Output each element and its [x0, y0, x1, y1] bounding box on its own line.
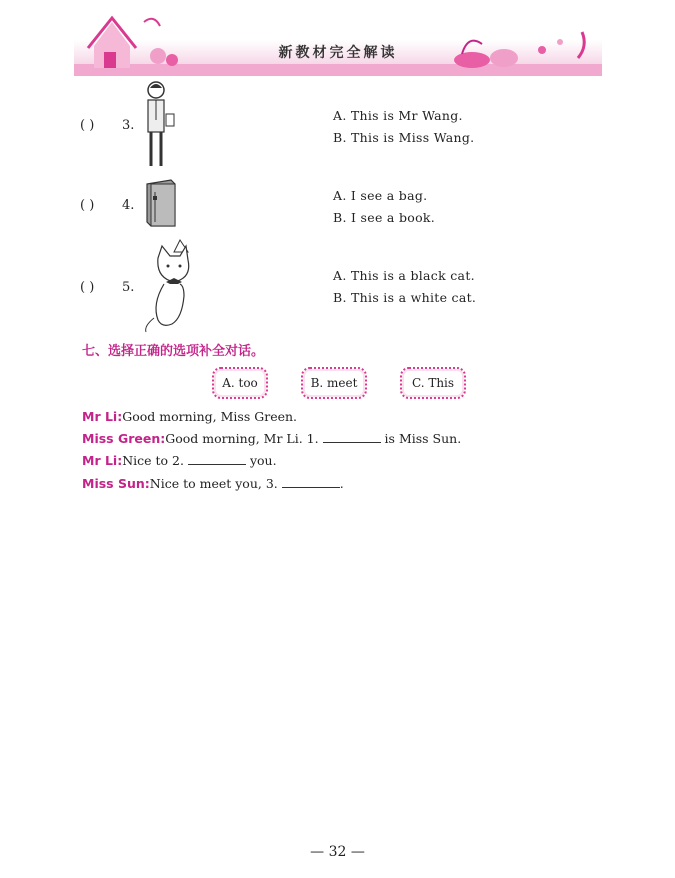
answer-blank-1[interactable] — [323, 432, 381, 443]
header-title: 新教材完全解读 — [278, 45, 398, 61]
section-title: 七、选择正确的选项补全对话。 — [82, 344, 265, 359]
speaker: Miss Green — [82, 431, 161, 446]
speaker: Miss Sun — [82, 476, 145, 491]
dialogue-line-4: Miss Sun:Nice to meet you, 3. . — [82, 476, 344, 491]
teacher-man-icon — [140, 80, 180, 170]
choice-a[interactable]: A. too — [212, 367, 268, 399]
line-text-end: you. — [245, 453, 277, 468]
choice-b[interactable]: B. meet — [301, 367, 367, 399]
line-text: Nice to 2. — [122, 453, 184, 468]
line-text-end: . — [339, 476, 344, 491]
question-number: 4. — [122, 198, 135, 213]
option-b: B. I see a book. — [333, 210, 436, 225]
dialogue-line-3: Mr Li:Nice to 2. you. — [82, 453, 277, 468]
option-b: B. This is Miss Wang. — [333, 130, 475, 145]
choice-c[interactable]: C. This — [400, 367, 466, 399]
answer-blank-2[interactable] — [188, 454, 246, 465]
dialogue-line-1: Mr Li:Good morning, Miss Green. — [82, 409, 298, 424]
dialogue-line-2: Miss Green:Good morning, Mr Li. 1. is Miss Sun. — [82, 431, 462, 446]
answer-paren[interactable]: ( ) — [80, 118, 95, 133]
line-text-end: is Miss Sun. — [380, 431, 462, 446]
line-text: Nice to meet you, 3. — [149, 476, 278, 491]
answer-paren[interactable]: ( ) — [80, 198, 95, 213]
option-a: A. I see a bag. — [333, 188, 428, 203]
page-header — [74, 12, 602, 76]
cat-icon — [140, 238, 200, 333]
option-b: B. This is a white cat. — [333, 290, 477, 305]
page-number: — 32 — — [310, 844, 365, 860]
speaker: Mr Li — [82, 453, 118, 468]
option-a: A. This is Mr Wang. — [333, 108, 463, 123]
speaker: Mr Li — [82, 409, 118, 424]
line-text: Good morning, Mr Li. 1. — [165, 431, 319, 446]
line-text: Good morning, Miss Green. — [122, 409, 298, 424]
option-a: A. This is a black cat. — [333, 268, 475, 283]
answer-paren[interactable]: ( ) — [80, 280, 95, 295]
answer-blank-3[interactable] — [282, 477, 340, 488]
question-number: 3. — [122, 118, 135, 133]
book-icon — [143, 178, 179, 228]
flower-decoration-icon — [442, 12, 602, 68]
question-number: 5. — [122, 280, 135, 295]
